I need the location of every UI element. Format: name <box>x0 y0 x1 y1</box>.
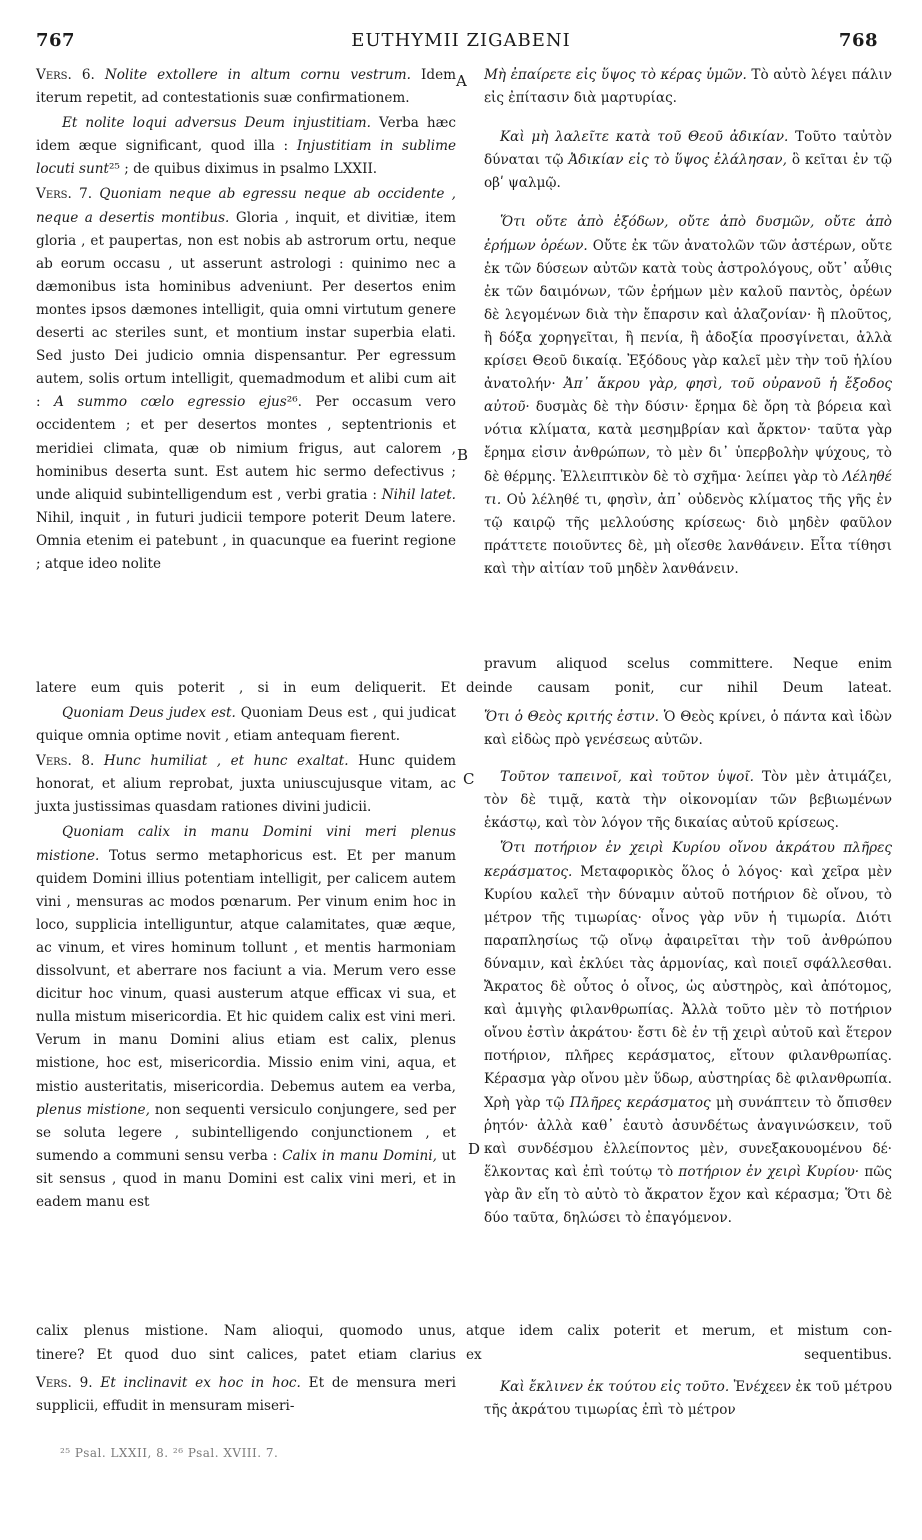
footnotes: ²⁵ Psal. LXXII, 8. ²⁶ Psal. XVIII. 7. <box>60 1446 279 1460</box>
commentary-text: Gloria , inquit, et divitiæ, item gloria , et paupertas, non est nobis ab astrorum ortu, neque ab eorum occasu , ut asserunt astrologi : quinimo nec a dæmonibus ista hominibus adveniunt. Per desertos enim montes ipsos dæmones intelligit, quia omni virtutum genere deserti ac steriles sunt, et montium instar superbia elati. Sed justo Dei judicio omnia dispensantur. Per egressum autem, solis ortum intelligit, quemadmodum et alibi cum ait : <box>36 209 456 411</box>
lemma: Et nolite loqui adversus Deum injustitiam. <box>62 115 371 132</box>
latin-paragraph <box>36 702 456 748</box>
commentary-text: Quoniam Deus est , qui judicat quique omnia optime novit , etiam antequam fierent. <box>36 705 456 745</box>
commentary-text: Hunc quidem honorat, et alium reprobat, juxta uniuscujusque vitam, ac juxta justissimas quasdam rationes divini judicii. <box>36 753 456 816</box>
commentary-text: Οὐ λέληθέ τι, φησὶν, ἀπ᾽ οὐδενὸς κλίματος τῆς γῆς ἐν τῷ καιρῷ τῆς μελλούσης κρίσεως· διὸ μηδὲν φαῦλον πράττετε ποιοῦντες δὲ, μὴ οἴεσθε λανθάνειν. Εἶτα τίθησι καὶ τὴν αἰτίαν τοῦ μηδὲν λανθάνειν. <box>484 491 893 577</box>
lemma: Quoniam neque ab egressu neque ab occidente , neque a desertis montibus. <box>36 186 457 226</box>
lemma: Ὅτι ποτήριον ἐν χειρὶ Κυρίου οἴνου ἀκράτου πλῆρες κεράσματος. <box>484 840 892 880</box>
greek-column-part-1 <box>484 64 892 583</box>
commentary-text: Verba hæc idem æque significant, quod illa : <box>36 115 456 155</box>
commentary-text: πῶς γὰρ ἂν εἴη τὸ αὐτὸ τὸ ἄκρατον ἔχον καὶ κέρασμα; Ὅτι δὲ δύο ταῦτα, δηλώσει τὸ ἐπαγόμενον. <box>484 1163 892 1226</box>
greek-column-part-3 <box>484 1376 892 1424</box>
lemma: Quoniam calix in manu Domini vini meri plenus mistione. <box>36 824 456 864</box>
commentary-text: deinde causam ponit, cur nihil Deum lateat. <box>466 680 892 696</box>
commentary-text: ut sit sensus , quod in manu Domini est calix vini meri, et in eadem manu est <box>36 1147 456 1210</box>
greek-paragraph <box>484 766 892 835</box>
commentary-text: Et de mensura meri supplicii, effudit in mensuram miseri- <box>36 1375 456 1415</box>
commentary-text: Totus sermo metaphoricus est. Et per manum quidem Domini illius potentiam intelligit, per calicem autem vini , mensuras ac modos pœnarum. Per vinum enim hoc in loco, supplicia intelliguntur, atque calamitates, quæ æque, ac vinum, et vires hominum tollunt , et mentis harmoniam dissolvunt, et aberrare nos faciunt a via. Merum vero esse dicitur hoc vinum, quasi austerum atque efficax vi sua, et nulla mistum misericordia. Et hic quidem calix est vini meri. Verum in manu Domini alius etiam est calix, plenus mistione, hoc est, misericordia. Missio enim vini, aqua, et mistio austeritatis, misericordia. Debemus autem ea verba, <box>36 847 457 1095</box>
commentary-text: calix plenus mistione. Nam alioqui, quomodo unus, <box>36 1323 456 1339</box>
commentary-text: Μεταφορικὸς ὅλος ὁ λόγος· καὶ χεῖρα μὲν Κυρίου καλεῖ τὴν δύναμιν αὐτοῦ ποτήριον δὲ οἴνου, τὸ μέτρον τῆς τιμωρίας· οἶνος γὰρ νῦν ἡ τιμωρία. Διότι παραπλησίως τῷ οἴνῳ ἀφαιρεῖται τὴν τοῦ ἀνθρώπου δύναμιν, καὶ ἐκλύει τὰς ἁρμονίας, καὶ ποιεῖ σφάλλεσθαι. Ἄκρατος δὲ οὗτος ὁ οἶνος, ὡς αὐστηρὸς, καὶ ἀπότομος, καὶ ἀμιγὴς φιλανθρωπίας. Ἀλλὰ τοῦτο μὲν τὸ ποτήριον οἴνου ἐστὶν ἀκράτου· ἔστι δὲ ἐν τῇ χειρὶ αὐτοῦ καὶ ἕτερον ποτήριον, πλῆρες κεράσματος, εἴτουν φιλανθρωπίας. Κέρασμα γὰρ οἴνου μὲν ὕδωρ, αὐστηρίας δὲ φιλανθρωπία. Χρὴ γὰρ τῷ <box>484 863 892 1111</box>
commentary-text: δυσμὰς δὲ τὴν δύσιν· ἔρημα δὲ ὄρη τὰ βόρεια καὶ νότια κλίματα, κατὰ μεσημβρίαν καὶ ἄρκτον· ταῦτα γὰρ ἔρημα εἰσιν ἀνθρώπων, τὸ μὲν δι᾽ ὑπερβολὴν ψύχους, τὸ δὲ θέρμης. Ἐλλειπτικὸν δὲ τὸ σχῆμα· λείπει γὰρ τὸ <box>484 399 892 485</box>
commentary-text: Nihil, inquit , in futuri judicii tempore poterit Deum latere. Omnia etenim ei patebunt , in quacunque ea fuerint regione ; atque ideo nolite <box>36 509 456 572</box>
greek-paragraph <box>484 126 892 195</box>
commentary-text: Idem iterum repetit, ad contestationis suæ confirmationem. <box>36 67 457 107</box>
latin-column-part-1 <box>36 64 456 578</box>
margin-marker-c: C <box>463 770 475 788</box>
commentary-text: ²⁶. Per occasum vero occidentem ; et per desertos montes , septentrionis et meridiei climata, quæ ob nimium frigus, aut calorem , hominibus deserta sunt. Est autem hic sermo defectivus ; unde aliquid subintelligendum est , verbi gratia : <box>36 394 456 503</box>
greek-paragraph <box>484 706 892 752</box>
latin-paragraph <box>36 821 456 1214</box>
quotation: Calix in manu Domini, <box>282 1147 437 1164</box>
page-number-right: 768 <box>838 30 878 51</box>
lemma: Ὅτι ὁ Θεὸς κριτής ἐστιν. <box>484 709 659 725</box>
lemma: Καὶ μὴ λαλεῖτε κατὰ τοῦ Θεοῦ ἀδικίαν. <box>500 129 789 146</box>
greek-paragraph <box>484 64 892 110</box>
page-header <box>0 0 922 62</box>
latin-column-part-3 <box>36 1372 456 1420</box>
lemma: Nolite extollere in altum cornu vestrum. <box>104 67 411 83</box>
commentary-text: Οὔτε ἐκ τῶν ἀνατολῶν τῶν ἀστέρων, οὔτε ἐκ τῶν δύσεων αὐτῶν κατὰ τοὺς ἀστρολόγους, οὔτ᾽ αὖθις ἐκ τῶν δαιμόνων, τῶν ἐρήμων μὲν καλοῦ παντὸς, ὀρέων δὲ λεγομένων διὰ τὴν ἔπαρσιν καὶ ἀλαζονίαν· ἢ πλοῦτος, ἢ δόξα χορηγεῖται, ἢ πενία, ἢ ἀδοξία προσγίνεται, ἀλλὰ κρίσει Θεοῦ δικαίᾳ. Ἐξόδους γὰρ καλεῖ μὲν τὴν τοῦ ἡλίου ἀνατολήν· <box>484 237 892 393</box>
commentary-text: non sequenti versiculo conjungere, sed per se soluta legere , subintelligendo conjunctionem , et sumendo a communi sensu verba : <box>36 1101 456 1164</box>
quotation: Injustitiam in sublime locuti sunt <box>36 138 457 178</box>
commentary-text: tinere? Et quod duo sint calices, patet etiam clarius <box>36 1347 456 1363</box>
quotation: Nihil latet. <box>381 486 456 503</box>
quotation: Λέληθέ τι. <box>484 468 892 508</box>
commentary-text: Ἐνέχεεν ἐκ τοῦ μέτρου τῆς ἀκράτου τιμωρίας ἐπὶ τὸ μέτρον <box>484 1379 892 1419</box>
commentary-text: Τὸ αὐτὸ λέγει πάλιν εἰς ἐπίτασιν διὰ μαρτυρίας. <box>484 67 892 107</box>
latin-paragraph <box>36 1372 456 1418</box>
quotation: ποτήριον ἐν χειρὶ Κυρίου· <box>678 1163 860 1180</box>
latin-paragraph <box>36 750 456 819</box>
latin-paragraph <box>36 64 456 110</box>
verse-label: Vers. 9. <box>36 1375 93 1391</box>
margin-marker-a: A <box>456 72 467 90</box>
latin-paragraph <box>36 183 456 576</box>
commentary-text: ex sequentibus. <box>466 1347 892 1363</box>
greek-paragraph <box>484 837 892 1230</box>
greek-paragraph <box>484 1376 892 1422</box>
verse-label: Vers. 6. <box>36 67 95 83</box>
margin-marker-d: D <box>468 1140 481 1158</box>
commentary-text: atque idem calix poterit et merum, et mistum con- <box>466 1323 892 1339</box>
commentary-text: ὃ κεῖται ἐν τῷ οβʹ ψαλμῷ. <box>484 152 892 192</box>
commentary-text: pravum aliquod scelus committere. Neque enim <box>484 656 892 672</box>
latin-column-part-2 <box>36 702 456 1216</box>
commentary-text: Ὁ Θεὸς κρίνει, ὁ πάντα καὶ ἰδὼν καὶ εἰδὼς πρὸ γενέσεως αὐτῶν. <box>484 709 892 749</box>
margin-marker-b: B <box>457 446 469 464</box>
commentary-text: Τὸν μὲν ἀτιμάζει, τὸν δὲ τιμᾷ, κατὰ τὴν οἰκονομίαν τῶν βεβιωμένων ἑκάστῳ, καὶ τὸν λόγον τῆς δικαίας αὐτοῦ κρίσεως. <box>484 769 893 832</box>
greek-paragraph <box>484 211 892 581</box>
lemma: Τοῦτον ταπεινοῖ, καὶ τοῦτον ὑψοῖ. <box>500 769 754 786</box>
quotation: Πλῆρες κεράσματος <box>569 1094 711 1111</box>
verse-label: Vers. 7. <box>36 186 93 203</box>
lemma: Et inclinavit ex hoc in hoc. <box>100 1375 301 1391</box>
commentary-text: ²⁵ ; de quibus diximus in psalmo LXXII. <box>108 161 378 178</box>
quotation: Ἀπ᾽ ἄκρου γὰρ, φησὶ, τοῦ οὐρανοῦ ἡ ἔξοδος αὐτοῦ· <box>484 376 892 416</box>
greek-column-part-2 <box>484 706 892 1232</box>
lemma: Hunc humiliat , et hunc exaltat. <box>103 753 349 770</box>
lemma: Ὅτι οὔτε ἀπὸ ἐξόδων, οὔτε ἀπὸ δυσμῶν, οὔτε ἀπὸ ἐρήμων ὀρέων. <box>484 214 892 254</box>
verse-label: Vers. 8. <box>36 753 95 770</box>
quotation: Ἀδικίαν εἰς τὸ ὕψος ἐλάλησαν, <box>568 152 787 169</box>
running-head: EUTHYMII ZIGABENI <box>351 30 571 51</box>
commentary-text: latere eum quis poterit , si in eum deliquerit. Et <box>36 680 456 696</box>
quotation: plenus mistione, <box>36 1101 150 1118</box>
page-number-left: 767 <box>36 30 76 51</box>
lemma: Καὶ ἔκλινεν ἐκ τούτου εἰς τοῦτο. <box>500 1379 730 1395</box>
latin-paragraph <box>36 112 456 181</box>
quotation: A summo cœlo egressio ejus <box>54 394 287 411</box>
commentary-text: Τοῦτο ταὐτὸν δύναται τῷ <box>484 129 892 169</box>
lemma: Μὴ ἐπαίρετε εἰς ὕψος τὸ κέρας ὑμῶν. <box>484 67 747 83</box>
lemma: Quoniam Deus judex est. <box>62 705 236 721</box>
commentary-text: μὴ συνάπτειν τὸ ὄπισθεν ῥητόν· ἀλλὰ καθ᾽ ἑαυτὸ ἀσυνδέτως ἀναγινώσκειν, τοῦ καὶ συνδέσμου ἐλλείποντος μὲν, συνεξακουομένου δέ· ἕλκοντας καὶ ἐπὶ τούτῳ τὸ <box>484 1094 893 1180</box>
